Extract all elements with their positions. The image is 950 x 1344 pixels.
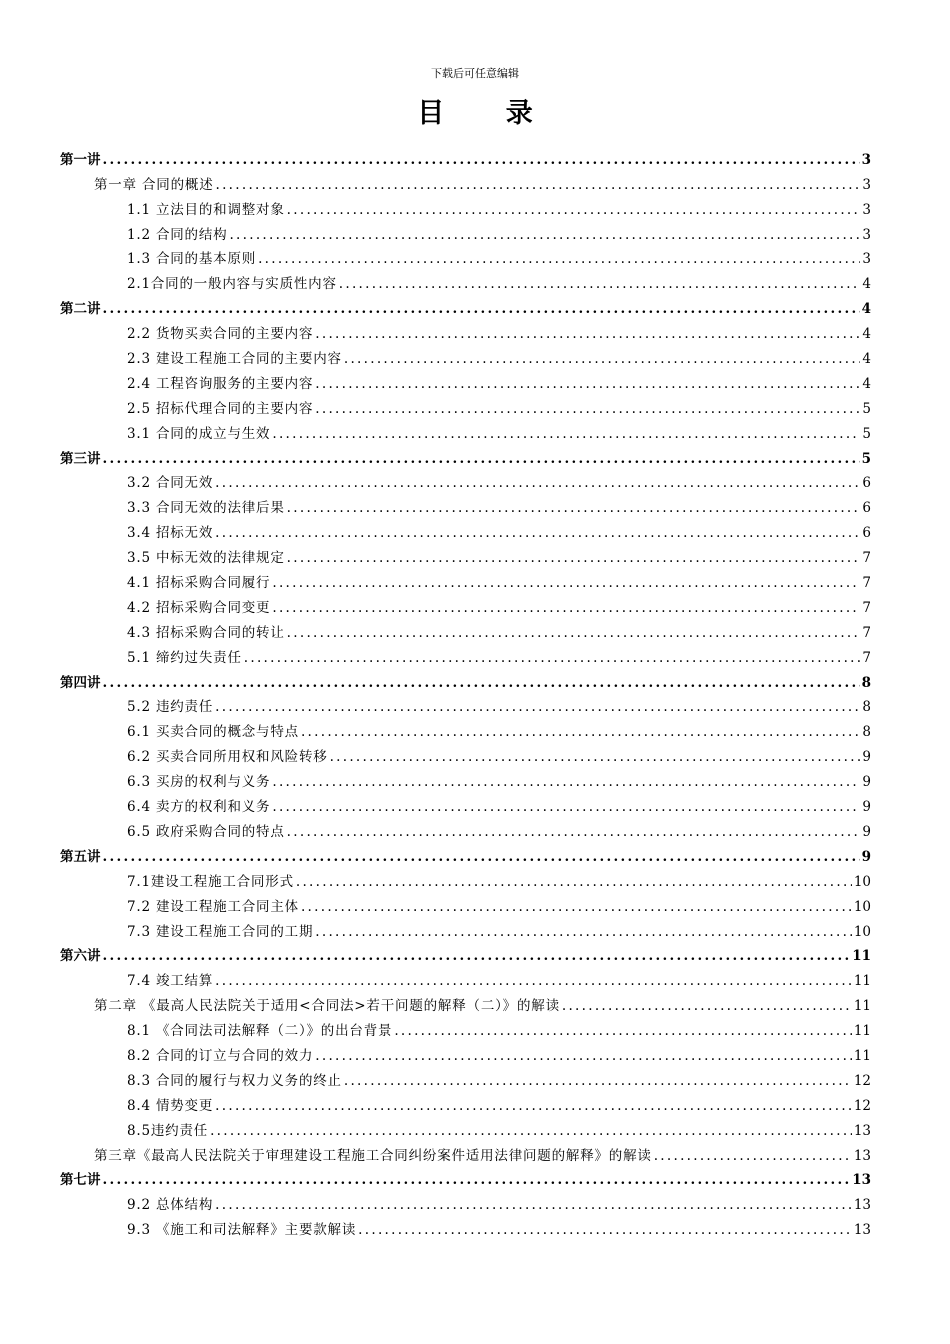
toc-entry-text: 5.2 违约责任	[127, 699, 214, 716]
toc-dot-leader	[301, 899, 852, 915]
toc-dot-leader	[210, 1123, 852, 1139]
toc-section-entry[interactable]	[60, 491, 871, 516]
toc-entry-text: 第五讲	[60, 848, 101, 865]
toc-section-entry[interactable]	[60, 218, 871, 243]
toc-dot-leader	[315, 924, 852, 940]
toc-section-entry[interactable]	[60, 790, 871, 815]
toc-chapter-entry[interactable]	[60, 989, 871, 1014]
toc-section-entry[interactable]	[60, 516, 871, 541]
toc-entry-text: 6.4 卖方的权利和义务	[127, 799, 271, 816]
toc-page-number: 10	[853, 898, 871, 915]
toc-dot-leader	[215, 1197, 852, 1213]
toc-dot-leader	[272, 600, 860, 616]
toc-entry-text: 3.1 合同的成立与生效	[127, 425, 271, 442]
toc-entry-text: 7.3 建设工程施工合同的工期	[127, 923, 314, 940]
toc-section-entry[interactable]	[60, 1039, 871, 1064]
toc-entry-text: 第一讲	[60, 151, 101, 168]
toc-section-entry[interactable]	[60, 367, 871, 392]
toc-dot-leader	[215, 1098, 852, 1114]
toc-dot-leader	[562, 998, 852, 1014]
toc-section-entry[interactable]	[60, 342, 871, 367]
toc-dot-leader	[272, 426, 860, 442]
toc-entry-text: 8.1 《合同法司法解释（二）》的出台背景	[127, 1023, 393, 1040]
toc-section-entry[interactable]	[60, 317, 871, 342]
toc-dot-leader	[244, 650, 861, 666]
toc-page-number: 3	[862, 226, 871, 243]
toc-section-entry[interactable]	[60, 890, 871, 915]
toc-page-number: 5	[862, 425, 871, 442]
toc-entry-text: 2.5 招标代理合同的主要内容	[127, 400, 314, 417]
toc-dot-leader	[287, 625, 861, 641]
toc-page-number: 9	[862, 774, 871, 791]
toc-entry-text: 第三章《最高人民法院关于审理建设工程施工合同纠纷案件适用法律问题的解释》的解读	[94, 1147, 652, 1164]
toc-page-number: 10	[853, 873, 871, 890]
toc-page-number: 7	[862, 575, 871, 592]
toc-page-number: 8	[861, 674, 871, 691]
toc-section-entry[interactable]	[60, 616, 871, 641]
toc-entry-text: 9.3 《施工和司法解释》主要款解读	[127, 1222, 357, 1239]
toc-lecture-entry[interactable]	[60, 292, 871, 317]
toc-dot-leader	[103, 849, 860, 865]
toc-dot-leader	[216, 177, 861, 193]
toc-page-number: 13	[853, 1197, 871, 1214]
header-note: 下载后可任意编辑	[431, 67, 519, 80]
toc-section-entry[interactable]	[60, 1064, 871, 1089]
toc-page-number: 8	[862, 699, 871, 716]
toc-page-number: 3	[861, 151, 871, 168]
toc-entry-text: 7.1建设工程施工合同形式	[127, 873, 294, 890]
toc-section-entry[interactable]	[60, 641, 871, 666]
toc-dot-leader	[330, 749, 861, 765]
toc-entry-text: 8.3 合同的履行与权力义务的终止	[127, 1072, 342, 1089]
toc-dot-leader	[287, 202, 861, 218]
toc-page-number: 5	[861, 450, 871, 467]
toc-section-entry[interactable]	[60, 566, 871, 591]
page-title: 目 录	[417, 98, 559, 129]
toc-chapter-entry[interactable]	[60, 1139, 871, 1164]
toc-entry-text: 4.2 招标采购合同变更	[127, 599, 271, 616]
toc-entry-text: 3.2 合同无效	[127, 475, 214, 492]
toc-section-entry[interactable]	[60, 815, 871, 840]
toc-dot-leader	[394, 1023, 852, 1039]
toc-page-number: 3	[862, 251, 871, 268]
toc-entry-text: 7.2 建设工程施工合同主体	[127, 898, 299, 915]
toc-entry-text: 2.2 货物买卖合同的主要内容	[127, 326, 314, 343]
toc-page-number: 10	[853, 923, 871, 940]
toc-entry-text: 4.1 招标采购合同履行	[127, 575, 271, 592]
toc-chapter-entry[interactable]	[60, 168, 871, 193]
toc-page-number: 13	[852, 1172, 871, 1189]
toc-page-number: 11	[853, 998, 871, 1015]
toc-section-entry[interactable]	[60, 417, 871, 442]
toc-section-entry[interactable]	[60, 964, 871, 989]
toc-section-entry[interactable]	[60, 392, 871, 417]
toc-entry-text: 6.1 买卖合同的概念与特点	[127, 724, 299, 741]
toc-section-entry[interactable]	[60, 691, 871, 716]
toc-page-number: 9	[862, 823, 871, 840]
toc-section-entry[interactable]	[60, 1188, 871, 1213]
toc-dot-leader	[215, 525, 860, 541]
toc-section-entry[interactable]	[60, 765, 871, 790]
toc-page-number: 11	[853, 1047, 871, 1064]
toc-page-number: 11	[852, 948, 871, 965]
toc-page-number: 6	[862, 500, 871, 517]
toc-dot-leader	[215, 699, 860, 715]
toc-page-number: 9	[862, 749, 871, 766]
toc-dot-leader	[296, 874, 852, 890]
toc-lecture-entry[interactable]	[60, 940, 871, 965]
toc-dot-leader	[229, 227, 860, 243]
toc-entry-text: 7.4 竣工结算	[127, 973, 214, 990]
toc-dot-leader	[103, 948, 851, 964]
toc-dot-leader	[272, 774, 860, 790]
toc-lecture-entry[interactable]	[60, 1164, 871, 1189]
toc-entry-text: 第二章 《最高人民法院关于适用<合同法>若干问题的解释（二）》的解读	[94, 998, 560, 1015]
toc-lecture-entry[interactable]	[60, 143, 871, 168]
toc-page-number: 9	[862, 799, 871, 816]
toc-dot-leader	[344, 1073, 852, 1089]
toc-dot-leader	[103, 675, 860, 691]
toc-lecture-entry[interactable]	[60, 666, 871, 691]
toc-page-number: 4	[862, 375, 871, 392]
toc-page-number: 3	[862, 176, 871, 193]
toc-page-number: 4	[862, 326, 871, 343]
toc-page-number: 11	[853, 973, 871, 990]
toc-page-number: 4	[862, 351, 871, 368]
toc-dot-leader	[103, 1172, 851, 1188]
toc-entry-text: 第三讲	[60, 450, 101, 467]
toc-dot-leader	[287, 824, 861, 840]
toc-section-entry[interactable]	[60, 1114, 871, 1139]
toc-page-number: 11	[853, 1023, 871, 1040]
toc-page-number: 7	[862, 599, 871, 616]
toc-entry-text: 8.5违约责任	[127, 1122, 209, 1139]
toc-section-entry[interactable]	[60, 541, 871, 566]
toc-section-entry[interactable]	[60, 467, 871, 492]
table-of-contents	[60, 143, 871, 1238]
toc-section-entry[interactable]	[60, 865, 871, 890]
toc-section-entry[interactable]	[60, 1089, 871, 1114]
toc-entry-text: 第六讲	[60, 948, 101, 965]
toc-page-number: 4	[862, 276, 871, 293]
toc-page-number: 6	[862, 475, 871, 492]
toc-dot-leader	[272, 575, 860, 591]
toc-entry-text: 8.2 合同的订立与合同的效力	[127, 1047, 314, 1064]
toc-page-number: 3	[862, 201, 871, 218]
toc-page-number: 9	[861, 848, 871, 865]
toc-entry-text: 第七讲	[60, 1172, 101, 1189]
toc-entry-text: 3.3 合同无效的法律后果	[127, 500, 285, 517]
toc-dot-leader	[287, 550, 861, 566]
toc-page-number: 13	[853, 1147, 871, 1164]
toc-dot-leader	[344, 351, 861, 367]
toc-section-entry[interactable]	[60, 243, 871, 268]
toc-page-number: 4	[861, 301, 871, 318]
toc-entry-text: 5.1 缔约过失责任	[127, 649, 242, 666]
toc-dot-leader	[339, 276, 861, 292]
toc-entry-text: 2.3 建设工程施工合同的主要内容	[127, 351, 342, 368]
toc-section-entry[interactable]	[60, 740, 871, 765]
toc-entry-text: 6.3 买房的权利与义务	[127, 774, 271, 791]
toc-page-number: 12	[853, 1097, 871, 1114]
toc-dot-leader	[315, 326, 860, 342]
toc-dot-leader	[103, 451, 860, 467]
toc-page-number: 8	[862, 724, 871, 741]
toc-page-number: 7	[862, 624, 871, 641]
toc-entry-text: 第二讲	[60, 301, 101, 318]
toc-section-entry[interactable]	[60, 715, 871, 740]
toc-section-entry[interactable]	[60, 915, 871, 940]
toc-dot-leader	[215, 973, 852, 989]
toc-section-entry[interactable]	[60, 591, 871, 616]
toc-entry-text: 1.1 立法目的和调整对象	[127, 201, 285, 218]
toc-section-entry[interactable]	[60, 1014, 871, 1039]
toc-page-number: 5	[862, 400, 871, 417]
toc-dot-leader	[287, 500, 861, 516]
toc-dot-leader	[358, 1222, 852, 1238]
toc-section-entry[interactable]	[60, 267, 871, 292]
toc-entry-text: 第四讲	[60, 674, 101, 691]
toc-entry-text: 4.3 招标采购合同的转让	[127, 624, 285, 641]
toc-dot-leader	[103, 301, 860, 317]
toc-page-number: 12	[853, 1072, 871, 1089]
toc-entry-text: 第一章 合同的概述	[94, 176, 214, 193]
toc-entry-text: 3.4 招标无效	[127, 525, 214, 542]
toc-entry-text: 2.1合同的一般内容与实质性内容	[127, 276, 337, 293]
toc-entry-text: 1.2 合同的结构	[127, 226, 228, 243]
toc-dot-leader	[272, 799, 860, 815]
toc-dot-leader	[215, 475, 860, 491]
toc-entry-text: 6.2 买卖合同所用权和风险转移	[127, 749, 328, 766]
toc-dot-leader	[315, 401, 860, 417]
toc-page-number: 13	[853, 1222, 871, 1239]
toc-dot-leader	[258, 251, 860, 267]
toc-entry-text: 3.5 中标无效的法律规定	[127, 550, 285, 567]
toc-entry-text: 8.4 情势变更	[127, 1097, 214, 1114]
toc-section-entry[interactable]	[60, 193, 871, 218]
toc-section-entry[interactable]	[60, 1213, 871, 1238]
toc-dot-leader	[654, 1148, 852, 1164]
toc-page-number: 7	[862, 550, 871, 567]
toc-page-number: 6	[862, 525, 871, 542]
toc-page-number: 13	[853, 1122, 871, 1139]
toc-entry-text: 2.4 工程咨询服务的主要内容	[127, 375, 314, 392]
toc-dot-leader	[315, 1048, 852, 1064]
toc-page-number: 7	[862, 649, 871, 666]
toc-entry-text: 9.2 总体结构	[127, 1197, 214, 1214]
toc-entry-text: 1.3 合同的基本原则	[127, 251, 257, 268]
toc-lecture-entry[interactable]	[60, 442, 871, 467]
toc-lecture-entry[interactable]	[60, 840, 871, 865]
toc-dot-leader	[301, 724, 860, 740]
toc-dot-leader	[103, 152, 860, 168]
toc-entry-text: 6.5 政府采购合同的特点	[127, 823, 285, 840]
toc-dot-leader	[315, 376, 860, 392]
